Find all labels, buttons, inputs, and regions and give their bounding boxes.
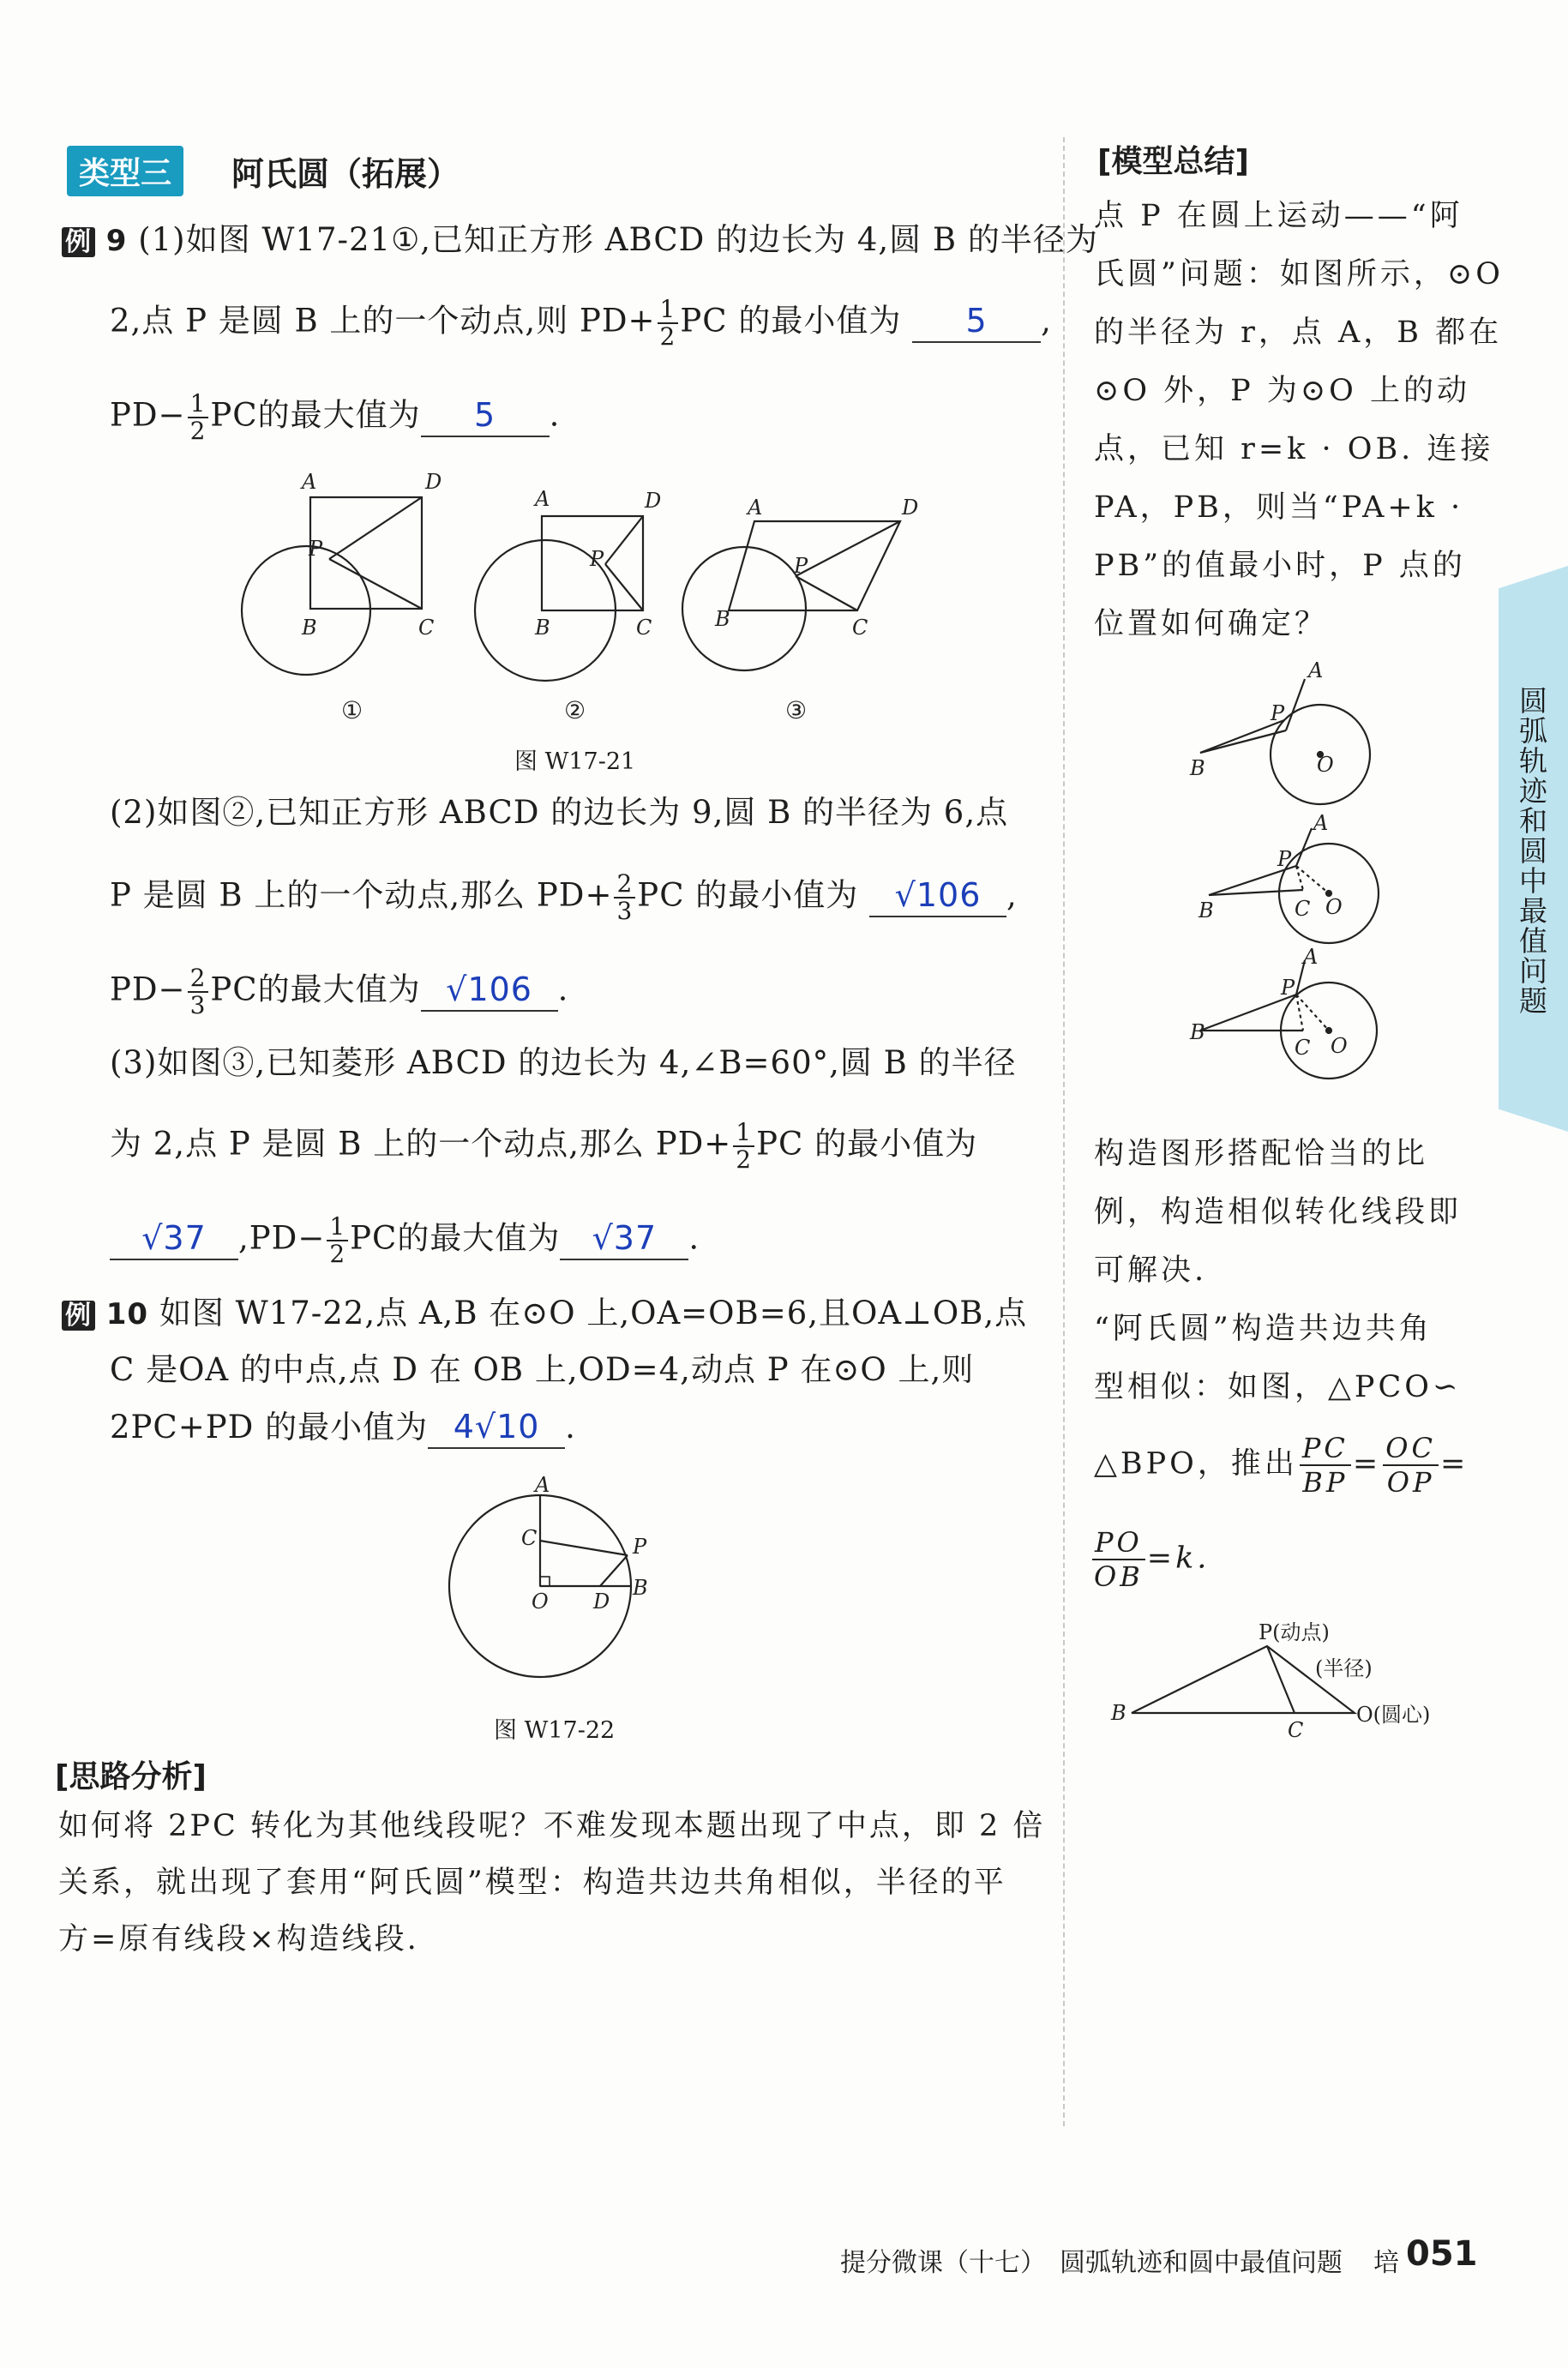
analysis-line3: 方=原有线段×构造线段. — [58, 1922, 419, 1956]
svg-text:P: P — [1277, 847, 1292, 871]
model-line3: △BPO，推出 $\frac{PC}{BP}$ = $\frac{OC}{OP}$ = — [1094, 1432, 1469, 1499]
footer-left: 提分微课（十七） — [840, 2248, 1046, 2278]
svg-text:D: D — [593, 1590, 610, 1614]
ex9-p3-line2 — [110, 1120, 977, 1173]
answer-blank-7: 4√10 — [428, 1406, 565, 1449]
svg-text:B: B — [1111, 1701, 1126, 1725]
fraction-po-ob: $\frac{PO}{OB}$ — [1092, 1526, 1145, 1593]
model-figures — [1174, 660, 1397, 1106]
svg-text:P: P — [590, 547, 604, 571]
ex9-p3-text4: ,PD− — [238, 1219, 326, 1257]
model-eq-line — [1090, 1526, 1210, 1593]
svg-text:B: B — [302, 616, 317, 640]
ex9-p3-text5: PC的最大值为 — [350, 1219, 561, 1257]
svg-text:A: A — [1313, 811, 1329, 835]
svg-text:C: C — [1288, 1718, 1304, 1742]
svg-text:C: C — [636, 616, 652, 640]
svg-text:B: B — [535, 616, 550, 640]
ex9-p1-text5: PC的最大值为 — [210, 396, 421, 434]
answer-blank-1: 5 — [912, 300, 1041, 343]
model-line2: 可解决. — [1094, 1253, 1208, 1288]
model-triangle-figure — [1106, 1612, 1466, 1749]
svg-text:P(动点): P(动点) — [1259, 1620, 1330, 1644]
model-line3: 型相似：如图，△PCO∽ — [1094, 1370, 1462, 1404]
ex10-text3: 2PC+PD 的最小值为 — [110, 1409, 429, 1445]
ex9-line1 — [62, 219, 1098, 263]
model-line: 点，已知 r=k · OB. 连接 — [1094, 432, 1494, 466]
svg-text:P: P — [1271, 701, 1285, 725]
svg-text:A: A — [1308, 660, 1324, 682]
model-eq-tail: =k. — [1146, 1541, 1211, 1576]
answer-blank-5: √37 — [110, 1217, 238, 1260]
footer-mid: 圆弧轨迹和圆中最值问题 — [1060, 2248, 1343, 2278]
fraction-half: $\frac{1}{2}$ — [658, 297, 679, 350]
example-label: 例 — [62, 227, 95, 257]
svg-text:D: D — [645, 489, 662, 513]
ex9-p1-text4: PD− — [110, 396, 186, 434]
model-line: 位置如何确定？ — [1094, 607, 1329, 641]
svg-text:②: ② — [564, 696, 586, 724]
svg-text:A: A — [535, 487, 550, 511]
answer-blank-3: √106 — [869, 874, 1006, 917]
side-tab-label: 圆弧轨迹和圆中最值问题 — [1515, 686, 1548, 1016]
section-title: 阿氏圆（拓展） — [231, 155, 460, 193]
svg-text:D: D — [425, 470, 442, 494]
svg-text:A: A — [302, 470, 317, 494]
figure-caption-w17-22: 图 W17-22 — [494, 1717, 616, 1744]
svg-text:B: B — [1190, 1020, 1205, 1044]
ex9-p2-text5: PC的最大值为 — [210, 971, 421, 1008]
svg-text:③: ③ — [785, 696, 808, 724]
svg-text:O: O — [532, 1590, 549, 1614]
answer-blank-4: √106 — [421, 969, 558, 1012]
analysis-line2: 关系，就出现了套用“阿氏圆”模型：构造共边共角相似，半径的平 — [58, 1866, 1006, 1900]
svg-text:A: A — [535, 1475, 550, 1497]
ex9-p2-text4: PD− — [110, 971, 186, 1008]
section-badge: 类型三 — [67, 146, 183, 196]
analysis-line1: 如何将 2PC 转化为其他线段呢？不难发现本题出现了中点，即 2 倍 — [58, 1809, 1046, 1843]
svg-text:C: C — [521, 1526, 538, 1550]
model-line: 的半径为 r，点 A，B 都在 — [1094, 316, 1503, 350]
model-line2: 构造图形搭配恰当的比 — [1094, 1137, 1429, 1171]
model-title: [模型总结] — [1097, 144, 1249, 179]
model-line: ⊙O 外，P 为⊙O 上的动 — [1094, 374, 1470, 408]
svg-text:B: B — [633, 1576, 648, 1600]
ex10-line2: C 是OA 的中点,点 D 在 OB 上,OD=4,动点 P 在⊙O 上,则 — [110, 1351, 975, 1388]
svg-text:C: C — [1295, 1036, 1311, 1060]
svg-text:O: O — [1317, 753, 1334, 777]
figure-w17-21 — [223, 463, 926, 737]
ex9-p2-text2: P 是圆 B 上的一个动点,那么 PD+ — [110, 876, 613, 914]
model-conclude-text: △BPO，推出 — [1094, 1446, 1298, 1482]
svg-text:D: D — [902, 496, 919, 520]
ex9-p1-text3: PC 的最小值为 — [680, 302, 902, 340]
column-divider — [1063, 137, 1066, 2126]
example-number: 9 — [105, 224, 128, 258]
svg-text:O: O — [1331, 1034, 1348, 1058]
ex9-p1-text: (1)如图 W17-21①,已知正方形 ABCD 的边长为 4,圆 B 的半径为 — [138, 221, 1098, 258]
model-line: PA，PB，则当“PA+k · — [1094, 490, 1464, 525]
model-line: PB”的值最小时，P 点的 — [1094, 549, 1466, 583]
figure-w17-22 — [446, 1475, 669, 1698]
svg-text:(半径): (半径) — [1315, 1656, 1373, 1680]
answer-blank-6: √37 — [560, 1217, 688, 1260]
ex9-line2: 2,点 P 是圆 B 上的一个动点,则 PD+ $\frac{1}{2}$ PC 的最小值为 5 , — [110, 295, 1052, 351]
ex9-p1-text2: 2,点 P 是圆 B 上的一个动点,则 PD+ — [110, 302, 656, 340]
fraction-half: $\frac{1}{2}$ — [327, 1214, 348, 1267]
fraction-pc-bp: $\frac{PC}{BP}$ — [1300, 1432, 1351, 1499]
ex9-p2-line2: P 是圆 B 上的一个动点,那么 PD+ $\frac{2}{3}$ PC 的最小值为 √106 , — [110, 869, 1018, 925]
example-number: 10 — [105, 1297, 149, 1331]
svg-text:B: B — [1190, 756, 1205, 780]
ex10-text1: 如图 W17-22,点 A,B 在⊙O 上,OA=OB=6,且OA⊥OB,点 — [159, 1295, 1028, 1331]
analysis-title: [思路分析] — [55, 1759, 207, 1794]
ex9-p2-text3: PC 的最小值为 — [637, 876, 859, 914]
fraction-oc-op: $\frac{OC}{OP}$ — [1383, 1432, 1439, 1499]
ex9-p3-line3: √37 ,PD− $\frac{1}{2}$ PC的最大值为 √37 . — [110, 1214, 700, 1267]
ex9-p3-text2: 为 2,点 P 是圆 B 上的一个动点,那么 PD+ — [110, 1125, 732, 1163]
ex10-line3: 2PC+PD 的最小值为 4√10 . — [110, 1406, 576, 1449]
page-number: 051 — [1406, 2234, 1478, 2274]
fraction-half: $\frac{1}{2}$ — [733, 1120, 754, 1173]
svg-text:C: C — [418, 616, 435, 640]
fraction-two-thirds: $\frac{2}{3}$ — [614, 871, 635, 924]
svg-text:A: A — [1303, 945, 1319, 969]
svg-text:P: P — [633, 1535, 647, 1559]
svg-text:O(圆心): O(圆心) — [1356, 1703, 1431, 1727]
model-line3: “阿氏圆”构造共边共角 — [1094, 1312, 1433, 1346]
model-line: 点 P 在圆上运动——“阿 — [1094, 199, 1463, 233]
svg-text:B: B — [1199, 899, 1214, 923]
footer-pre: 培 — [1373, 2248, 1399, 2278]
fraction-two-thirds: $\frac{2}{3}$ — [188, 965, 209, 1019]
ex9-p3-line1: (3)如图③,已知菱形 ABCD 的边长为 4,∠B=60°,圆 B 的半径 — [110, 1044, 1017, 1081]
svg-text:P: P — [1281, 976, 1295, 1000]
answer-blank-2: 5 — [421, 394, 550, 437]
svg-text:P: P — [309, 537, 323, 561]
figure-caption-w17-21: 图 W17-21 — [514, 748, 636, 775]
svg-text:A: A — [748, 496, 763, 520]
fraction-half: $\frac{1}{2}$ — [188, 391, 209, 444]
ex9-p3-text3: PC 的最小值为 — [756, 1125, 978, 1163]
svg-text:B: B — [715, 607, 730, 631]
svg-text:①: ① — [341, 696, 363, 724]
example-label: 例 — [62, 1301, 95, 1331]
svg-text:O: O — [1325, 895, 1343, 919]
ex9-line3: PD− $\frac{1}{2}$ PC的最大值为 5 . — [110, 389, 561, 445]
svg-text:P: P — [794, 554, 808, 578]
svg-text:C: C — [852, 616, 868, 640]
ex10-line1 — [62, 1293, 1027, 1337]
ex9-p2-line3: PD− $\frac{2}{3}$ PC的最大值为 √106 . — [110, 964, 569, 1019]
model-line2: 例，构造相似转化线段即 — [1094, 1195, 1463, 1229]
ex9-p2-line1: (2)如图②,已知正方形 ABCD 的边长为 9,圆 B 的半径为 6,点 — [110, 794, 1009, 831]
model-line: 氏圆”问题：如图所示，⊙O — [1094, 257, 1504, 291]
svg-text:C: C — [1295, 897, 1311, 921]
